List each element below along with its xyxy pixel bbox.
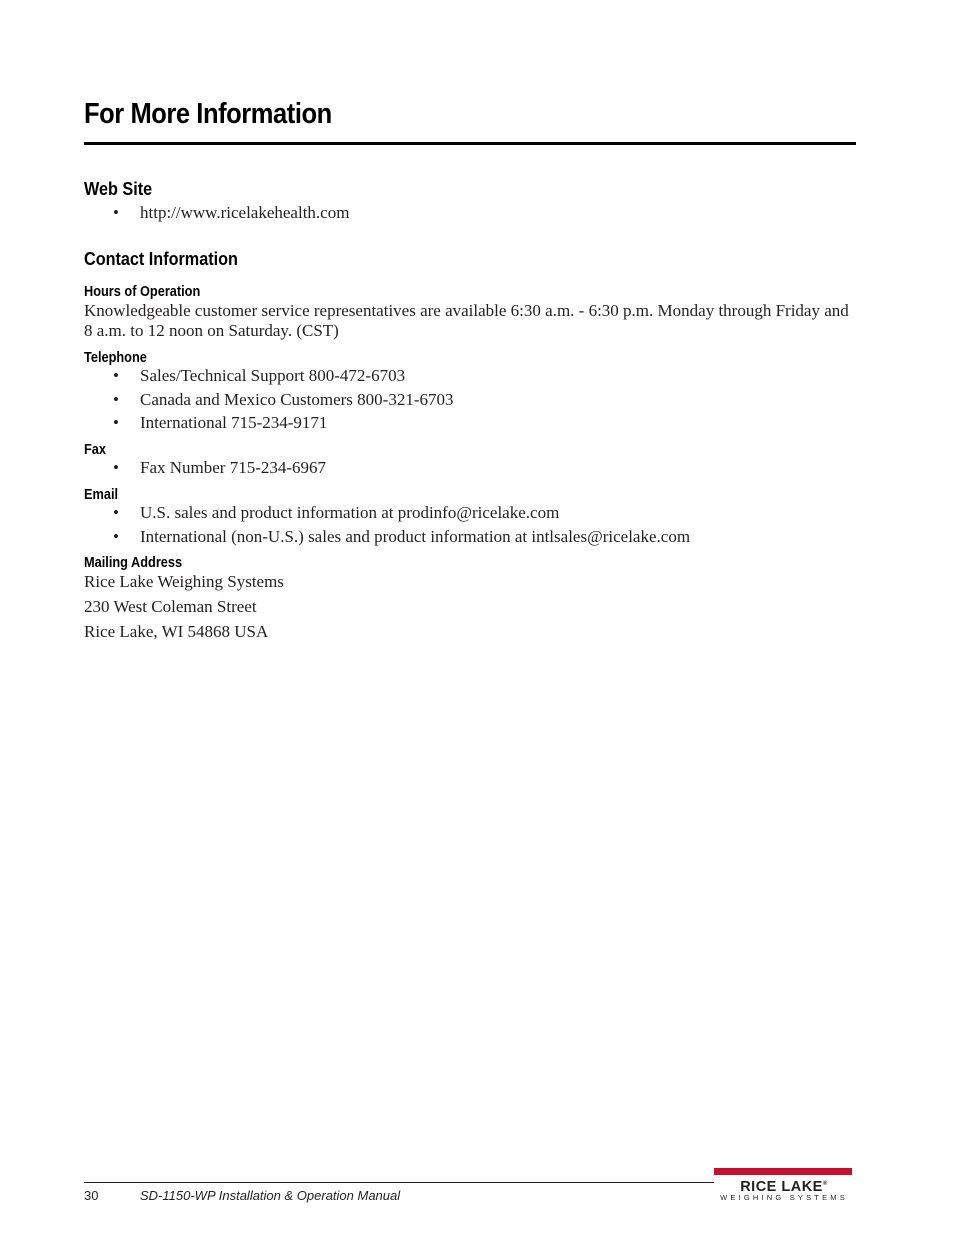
title-rule [84,142,856,145]
bullet-icon: • [113,366,119,385]
address-line-city: Rice Lake, WI 54868 USA [84,622,269,641]
hours-text: Knowledgeable customer service representatives are available 6:30 a.m. - 6:30 p.m. Monday through Friday and 8 a.m. to 12 noon on Saturday. (CST) [84,301,849,340]
page-title: For More Information [84,98,332,130]
address-line-company: Rice Lake Weighing Systems [84,572,284,591]
logo-name: RICE LAKE [740,1178,823,1195]
list-item[interactable] [84,203,856,227]
fax-heading: Fax [84,442,106,458]
bullet-icon: • [113,503,119,522]
logo-tagline: WEIGHING SYSTEMS [720,1193,848,1202]
list-item [84,413,856,437]
list-item [84,527,856,551]
fax-list [84,458,856,482]
contact-heading: Contact Information [84,249,238,269]
bullet-icon: • [113,203,119,222]
web-site-list [84,203,856,227]
address-line-street: 230 West Coleman Street [84,597,257,616]
web-site-heading: Web Site [84,179,153,199]
logo-registered-mark: ® [822,1181,828,1187]
list-item [84,458,856,482]
manual-title: SD-1150-WP Installation & Operation Manual [140,1188,401,1203]
hours-heading: Hours of Operation [84,284,201,300]
telephone-international: International 715-234-9171 [140,413,328,432]
list-item [84,366,856,390]
bullet-icon: • [113,389,119,409]
bullet-icon: • [113,526,119,546]
rice-lake-logo [714,1168,854,1204]
mailing-heading: Mailing Address [84,555,183,571]
bullet-icon: • [113,413,119,432]
telephone-heading: Telephone [84,350,147,366]
footer-rule [84,1182,714,1183]
email-heading: Email [84,487,119,503]
bullet-icon: • [113,458,119,477]
list-item [84,390,856,414]
logo-red-bar [714,1168,852,1175]
email-international[interactable]: International (non-U.S.) sales and product information at intlsales@ricelake.com [140,526,691,546]
telephone-sales: Sales/Technical Support 800-472-6703 [140,366,406,385]
web-site-link[interactable]: http://www.ricelakehealth.com [140,203,350,222]
fax-number: Fax Number 715-234-6967 [140,458,327,477]
list-item [84,503,856,527]
telephone-list [84,366,856,437]
page-number: 30 [84,1188,99,1203]
telephone-canada-mexico: Canada and Mexico Customers 800-321-6703 [140,389,454,409]
email-list [84,503,856,550]
email-us[interactable]: U.S. sales and product information at prodinfo@ricelake.com [140,503,560,522]
